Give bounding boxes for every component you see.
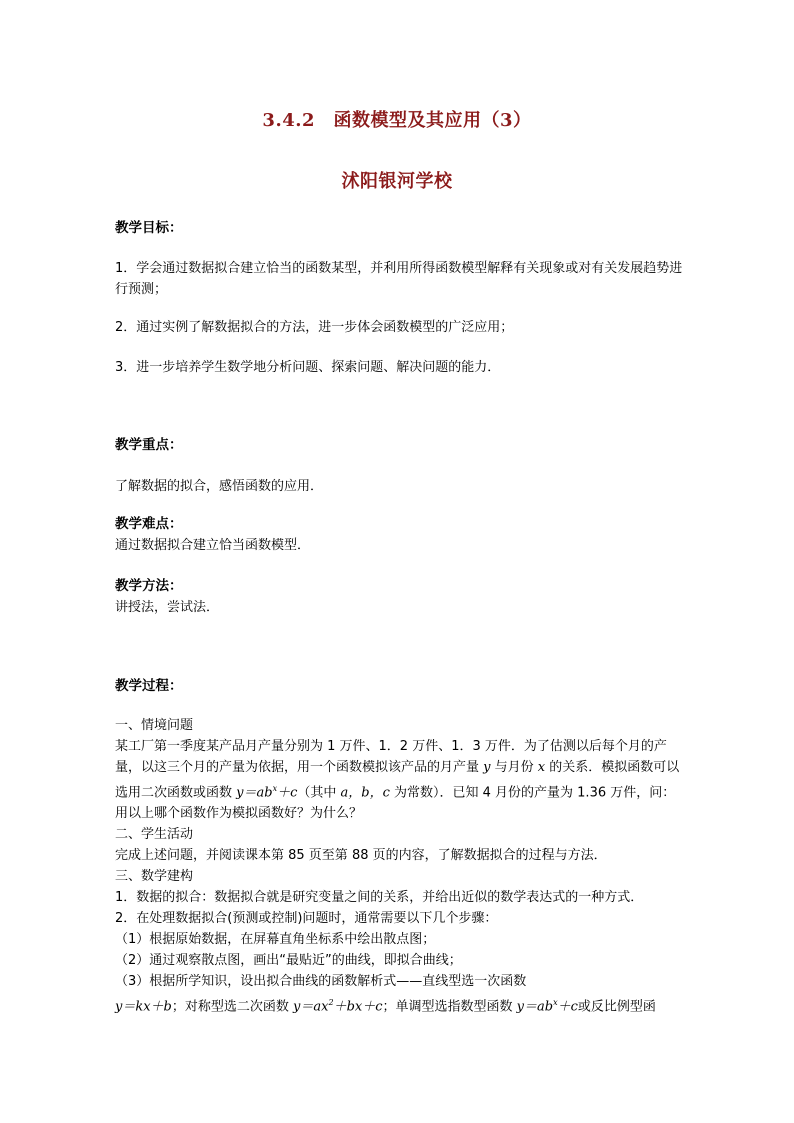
- difficulty-text: 通过数据拟合建立恰当函数模型．: [115, 538, 311, 553]
- section-1-title: 一、情境问题: [115, 718, 194, 733]
- focus-heading: 教学重点：: [115, 437, 183, 453]
- method-text: 讲授法，尝试法．: [115, 600, 220, 615]
- method-heading: 教学方法：: [115, 578, 183, 594]
- objectives-heading: 教学目标：: [115, 220, 183, 236]
- section-3-title: 三、数学建构: [115, 869, 194, 885]
- difficulty-heading: 教学难点：: [115, 516, 183, 532]
- process-heading: 教学过程：: [115, 678, 183, 694]
- objective-item-1: 1．学会通过数据拟合建立恰当的函数某型，并利用所得函数模型解释有关现象或对有关发展趋势进行预测；: [115, 261, 683, 297]
- step-3: （3）根据所学知识，设出拟合曲线的函数解析式——直线型选一次函数: [115, 974, 527, 990]
- school-name: 沭阳银河学校: [341, 171, 453, 192]
- focus-text: 了解数据的拟合，感悟函数的应用．: [115, 479, 324, 494]
- document-title: 3.4.2 函数模型及其应用（3）: [262, 110, 532, 131]
- problem-text: 某工厂第一季度某产品月产量分别为 1 万件、1．2 万件、1．3 万件．为了估测以后每个月的产量，以这三个月的产量为依据，用一个函数模拟该产品的月产量 y 与月份 x 的关系．模拟函数可以选用二次函数或函数 $y=ab^x+c$（其中 a，b，c 为常数）．已知 4 月份的产量为 1.36 万件，问：用以上哪个函数作为模拟函数好？为什么？: [115, 739, 680, 822]
- process-body: [115, 715, 685, 1018]
- point-2: 2．在处理数据拟合(预测或控制)问题时，通常需要以下几个步骤：: [115, 911, 498, 927]
- section-2-title: 二、学生活动: [115, 827, 194, 843]
- objective-item-3: 3．进一步培养学生数学地分析问题、探索问题、解决问题的能力．: [115, 360, 501, 375]
- objective-item-2: 2．通过实例了解数据拟合的方法，进一步体会函数模型的广泛应用；: [115, 320, 514, 335]
- section-2-text: 完成上述问题，并阅读课本第 85 页至第 88 页的内容，了解数据拟合的过程与方法．: [115, 848, 607, 864]
- point-1: 1．数据的拟合：数据拟合就是研究变量之间的关系，并给出近似的数学表达式的一种方式．: [115, 890, 644, 906]
- step-3-continued: y＝kx＋b；对称型选二次函数 $y=ax^2+bx+c$；单调型选指数型函数 $y=ab^x+c$或反比例型函: [115, 998, 656, 1015]
- step-1: （1）根据原始数据，在屏幕直角坐标系中绘出散点图；: [115, 932, 436, 948]
- step-2: （2）通过观察散点图，画出“最贴近”的曲线，即拟合曲线；: [115, 953, 462, 969]
